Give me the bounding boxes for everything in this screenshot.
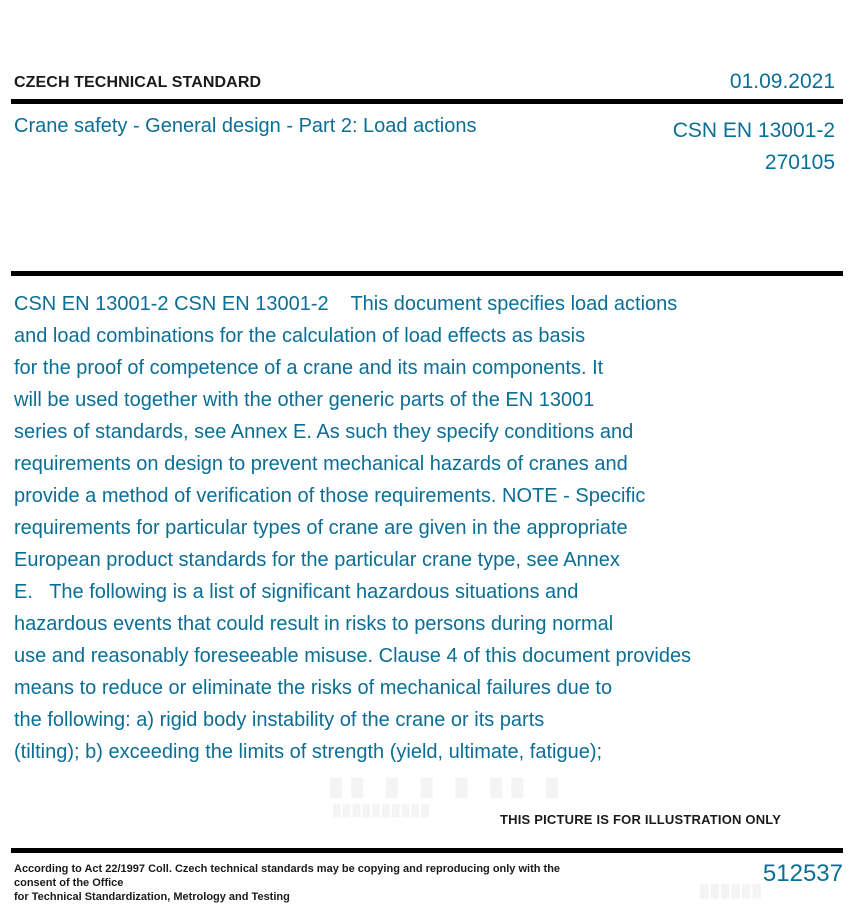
abstract-line: means to reduce or eliminate the risks of mechanical failures due to: [14, 677, 613, 699]
standard-code: [673, 115, 835, 179]
copyright-line: for Technical Standardization, Metrology and Testing: [14, 891, 290, 903]
abstract-line: requirements for particular types of crane are given in the appropriate: [14, 517, 628, 539]
abstract-line: use and reasonably foreseeable misuse. Clause 4 of this document provides: [14, 645, 692, 667]
copyright-line: According to Act 22/1997 Coll. Czech technical standards may be copying and reproducing only with the consent of the Office: [14, 863, 561, 889]
publication-date: 01.09.2021: [729, 70, 835, 93]
header-divider-rule: [11, 99, 843, 104]
abstract-line: E. The following is a list of significant hazardous situations and: [14, 581, 579, 603]
abstract-line: hazardous events that could result in risks to persons during normal: [14, 613, 614, 635]
standard-code-classification: 270105: [764, 151, 835, 174]
scan-artifact: [333, 805, 431, 817]
abstract-line: and load combinations for the calculation of load effects as basis: [14, 325, 586, 347]
abstract-divider-rule: [11, 271, 843, 276]
page-title: Crane safety - General design - Part 2: Load actions: [14, 115, 477, 137]
abstract-line: European product standards for the particular crane type, see Annex: [14, 549, 620, 571]
abstract-line: (tilting); b) exceeding the limits of strength (yield, ultimate, fatigue);: [14, 741, 603, 763]
abstract-line: series of standards, see Annex E. As such they specify conditions and: [14, 421, 634, 443]
order-number: 512537: [762, 860, 843, 887]
copyright-notice: [14, 862, 584, 904]
standard-code-designation: CSN EN 13001-2: [672, 119, 835, 142]
abstract-line: requirements on design to prevent mechanical hazards of cranes and: [14, 453, 628, 475]
abstract-line: CSN EN 13001-2 CSN EN 13001-2 This document specifies load actions: [14, 293, 678, 315]
abstract-line: provide a method of verification of those requirements. NOTE - Specific: [14, 485, 646, 507]
abstract-line: the following: a) rigid body instability of the crane or its parts: [14, 709, 545, 731]
scan-artifact: [700, 884, 763, 898]
footer-divider-rule: [11, 848, 843, 853]
illustration-only-notice: THIS PICTURE IS FOR ILLUSTRATION ONLY: [500, 812, 782, 827]
abstract-line: will be used together with the other generic parts of the EN 13001: [14, 389, 595, 411]
header-kicker: CZECH TECHNICAL STANDARD: [14, 74, 262, 91]
abstract-line: for the proof of competence of a crane and its main components. It: [14, 357, 604, 379]
abstract-text: [14, 288, 804, 768]
scan-artifact: [330, 778, 567, 798]
